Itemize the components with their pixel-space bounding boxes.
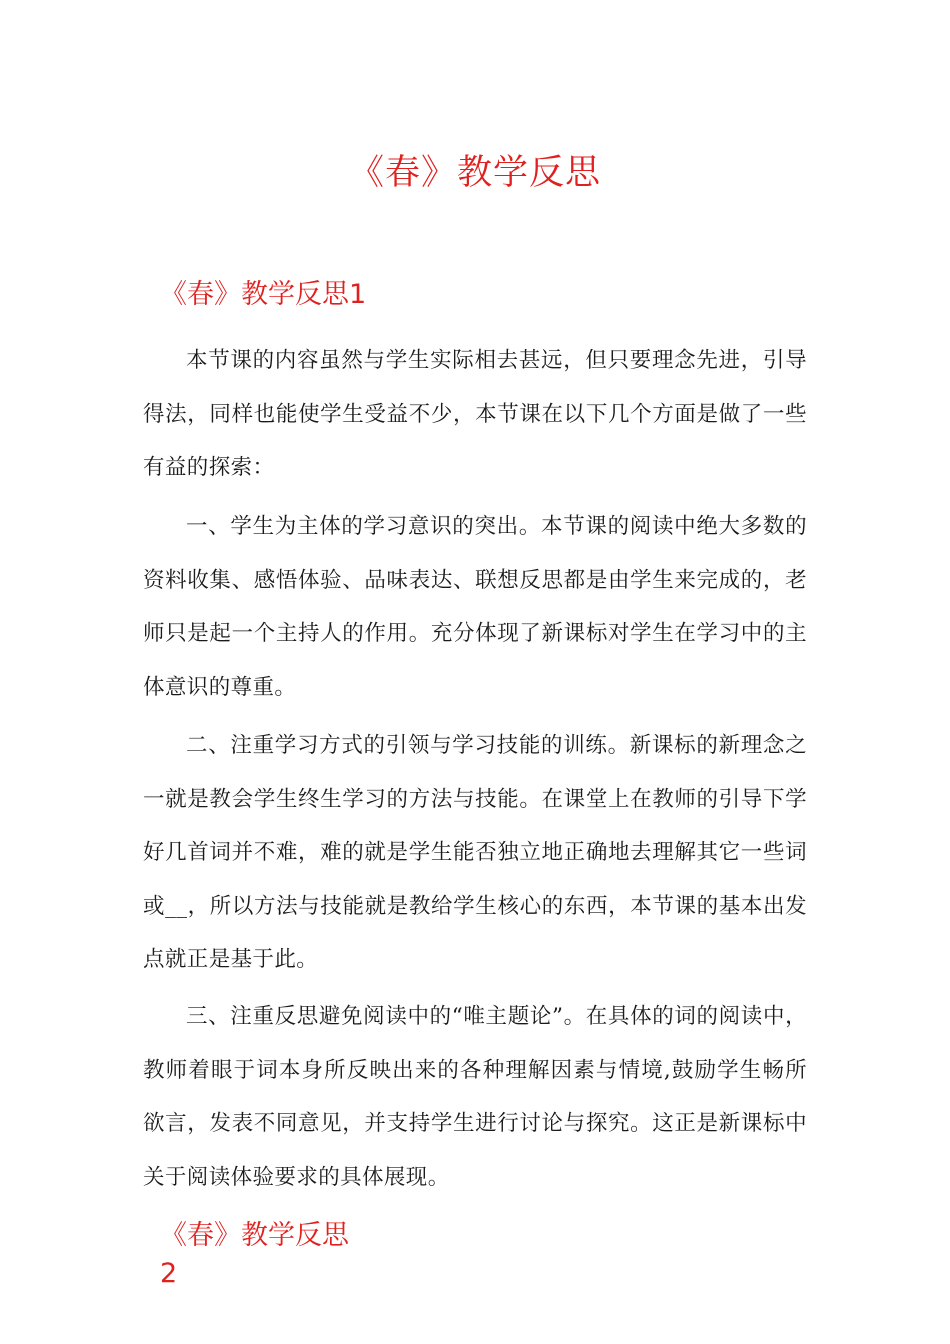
paragraph-intro: 本节课的内容虽然与学生实际相去甚远，但只要理念先进，引导得法，同样也能使学生受益不少，本节课在以下几个方面是做了一些有益的探索： (143, 348, 807, 480)
paragraph-point-1: 一、学生为主体的学习意识的突出。本节课的阅读中绝大多数的资料收集、感悟体验、品味表达、联想反思都是由学生来完成的，老师只是起一个主持人的作用。充分体现了新课标对学生在学习中的主体意识的尊重。 (143, 514, 807, 700)
paragraph-point-3: 三、注重反思避免阅读中的“唯主题论”。在具体的词的阅读中，教师着眼于词本身所反映出来的各种理解因素与情境,鼓励学生畅所欲言，发表不同意见，并支持学生进行讨论与探究。这正是新课标中关于阅读体验要求的具体展现。 (143, 1004, 807, 1190)
document-title: 《春》教学反思 (348, 153, 601, 193)
section-heading-2: 《春》教学反思2 (160, 1220, 349, 1289)
paragraph-point-2: 二、注重学习方式的引领与学习技能的训练。新课标的新理念之一就是教会学生终生学习的方法与技能。在课堂上在教师的引导下学好几首词并不难，难的就是学生能否独立地正确地去理解其它一些词或__，所以方法与技能就是教给学生核心的东西，本节课的基本出发点就正是基于此。 (143, 733, 807, 972)
section-heading-1: 《春》教学反思1 (160, 279, 367, 310)
